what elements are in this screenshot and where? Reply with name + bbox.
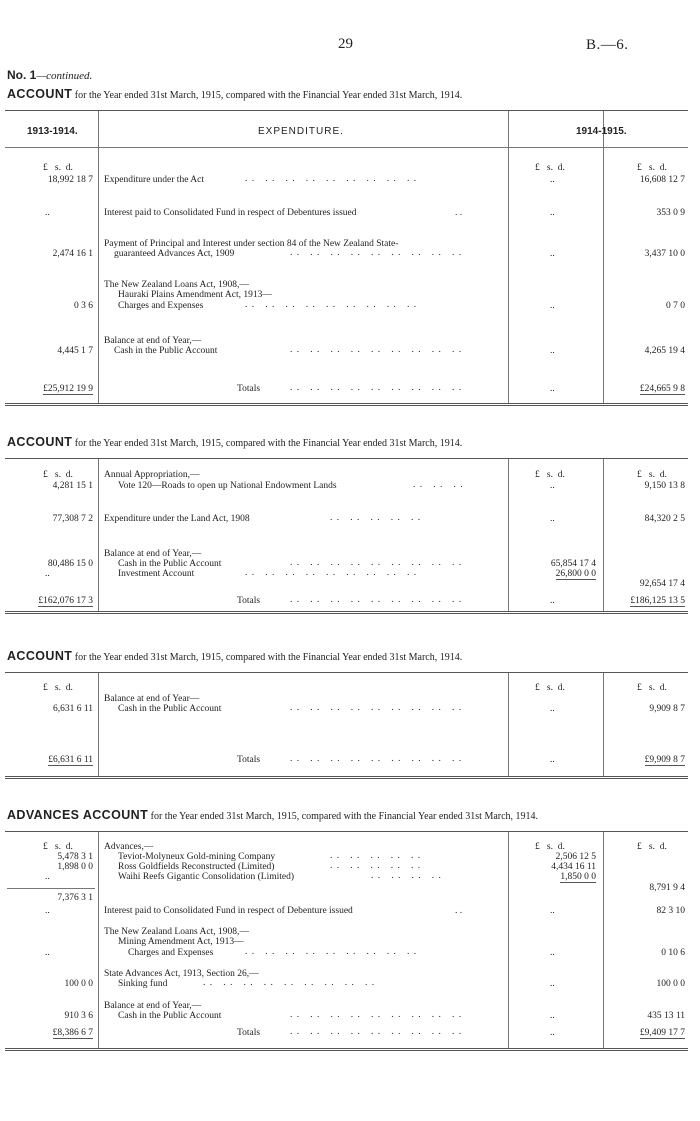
account1-row4-desc-line2: Hauraki Plains Amendment Act, 1913—	[118, 290, 272, 300]
account4-row3-desc-line2: Sinking fund	[118, 979, 168, 989]
currency-header: £ s. d.	[535, 470, 565, 480]
account2-row3-desc-line2: Cash in the Public Account	[118, 559, 222, 569]
account1-row1-cur: 16,608 12 7	[639, 175, 685, 185]
currency-header: £ s. d.	[43, 163, 73, 173]
account1-row2-prev: ..	[45, 208, 50, 218]
account1-row2-desc: Interest paid to Consolidated Fund in respect of Debentures issued	[104, 208, 357, 218]
account1-total-label: Totals	[237, 384, 261, 394]
account4-row2-desc-line1: The New Zealand Loans Act, 1908,—	[104, 927, 249, 937]
account4-total-label: Totals	[237, 1028, 261, 1038]
leader-dots: . . . . . . . . . . . . . . . . . .	[203, 978, 376, 988]
leader-dots: . . . . . . . . . . . . . . . . . .	[290, 754, 463, 764]
leader-dots: . . . . . . . .	[371, 871, 442, 881]
leader-dots: . . . . . . . . . . . . . . . . . .	[290, 248, 463, 258]
document-reference: B.—6.	[586, 37, 629, 53]
advance-3-prev: ..	[45, 872, 50, 882]
account1-header-1913: 1913-1914.	[27, 126, 78, 137]
advance-2-prev: 1,898 0 0	[57, 862, 93, 872]
account1-total-prev: £25,912 19 9	[43, 384, 93, 394]
account2-row3-mid: 65,854 17 4	[550, 559, 596, 569]
account4-table	[5, 831, 688, 1051]
leader-dots: . . . . . . . . . . . . . . . . . .	[245, 947, 418, 957]
account1-row2-mid: ..	[550, 208, 555, 218]
account1-row3-cur: 3,437 10 0	[644, 249, 685, 259]
account4-row2-mid: ..	[550, 948, 555, 958]
account2-total-mid: ..	[550, 596, 555, 606]
advance-3-name: Waihi Reefs Gigantic Consolidation (Limited)	[118, 872, 295, 882]
account2-title	[7, 435, 462, 449]
leader-dots: . . . . . . . . . . . . . . . . . .	[245, 300, 418, 310]
account1-title	[7, 87, 462, 101]
account4-total-prev: £8,386 6 7	[52, 1028, 93, 1038]
account4-row4-prev: 910 3 6	[64, 1011, 93, 1021]
leader-dots: . . . . . . . . . . . . . . . . . .	[290, 1027, 463, 1037]
account1-row4-mid: ..	[550, 301, 555, 311]
account4-row4-desc-line1: Balance at end of Year,—	[104, 1001, 202, 1011]
currency-header: £ s. d.	[43, 842, 73, 852]
account1-row3-desc-line1: Payment of Principal and Interest under section 84 of the New Zealand State-	[104, 239, 399, 249]
leader-dots: . . . . . . . . . .	[330, 513, 422, 523]
advance-2-name: Ross Goldfields Reconstructed (Limited)	[118, 862, 275, 872]
account4-row1-cur: 82 3 10	[656, 906, 685, 916]
account2-period: for the Year ended 31st March, 1915, compared with the Financial Year ended 31st March, 1914.	[74, 438, 463, 449]
account2-row1-desc-line2: Vote 120—Roads to open up National Endowment Lands	[118, 481, 337, 491]
account1-period: for the Year ended 31st March, 1915, compared with the Financial Year ended 31st March, 1914.	[74, 90, 463, 101]
currency-header: £ s. d.	[637, 683, 667, 693]
account2-row3-cur: 92,654 17 4	[639, 579, 685, 589]
currency-header: £ s. d.	[637, 842, 667, 852]
account4-row2-desc-line3: Charges and Expenses	[128, 948, 214, 958]
account4-row3-cur: 100 0 0	[656, 979, 685, 989]
leader-dots: . . . . . . . . . . . . . . . . . .	[245, 174, 418, 184]
account2-title-word: ACCOUNT	[7, 435, 73, 449]
account3-row1-cur: 9,909 8 7	[649, 704, 685, 714]
advance-1-mid: 2,506 12 5	[555, 852, 596, 862]
account2-row3-desc-line3: Investment Account	[118, 569, 195, 579]
account2-row2-cur: 84,320 2 5	[644, 514, 685, 524]
account2-total-label: Totals	[237, 596, 261, 606]
account1-table	[5, 110, 688, 406]
account2-row3-prev: 80,486 15 0	[47, 559, 93, 569]
account1-header-expenditure: EXPENDITURE.	[258, 126, 344, 137]
account3-table	[5, 672, 688, 779]
leader-dots: . . . . . .	[413, 480, 464, 490]
advance-2-mid: 4,434 16 11	[551, 862, 596, 872]
account3-total-label: Totals	[237, 755, 261, 765]
account4-row1-desc: Interest paid to Consolidated Fund in respect of Debenture issued	[104, 906, 353, 916]
account2-row1-desc-line1: Annual Appropriation,—	[104, 470, 200, 480]
account4-row3-prev: 100 0 0	[64, 979, 93, 989]
leader-dots: . . . . . . . . . .	[330, 851, 422, 861]
account1-title-word: ACCOUNT	[7, 87, 73, 101]
account4-advances-label: Advances,—	[104, 842, 154, 852]
account3-title-word: ACCOUNT	[7, 649, 73, 663]
account4-row3-mid: ..	[550, 979, 555, 989]
account4-row4-cur: 435 13 11	[647, 1011, 685, 1021]
account2-row2-desc: Expenditure under the Land Act, 1908	[104, 514, 250, 524]
currency-header: £ s. d.	[637, 163, 667, 173]
account1-row5-cur: 4,265 19 4	[644, 346, 685, 356]
advances-prev-total: 7,376 3 1	[57, 893, 93, 903]
leader-dots: . . . . . . . . . . . . . . . . . .	[290, 595, 463, 605]
account3-total-mid: ..	[550, 755, 555, 765]
account3-row1-prev: 6,631 6 11	[52, 704, 93, 714]
account2-total-cur: £186,125 13 5	[630, 596, 685, 606]
currency-header: £ s. d.	[535, 163, 565, 173]
account3-title	[7, 649, 462, 663]
continued-heading	[7, 68, 92, 82]
account4-row3-desc-line1: State Advances Act, 1913, Section 26,—	[104, 969, 259, 979]
account3-period: for the Year ended 31st March, 1915, compared with the Financial Year ended 31st March, 1914.	[74, 652, 463, 663]
page-number: 29	[338, 36, 353, 52]
account1-row4-desc-line1: The New Zealand Loans Act, 1908,—	[104, 280, 249, 290]
account2-row3-mid2: 26,800 0 0	[555, 569, 596, 579]
account2-row1-prev: 4,281 15 1	[52, 481, 93, 491]
account4-row1-mid: ..	[550, 906, 555, 916]
account4-row2-prev: ..	[45, 948, 50, 958]
account2-row3-desc-line1: Balance at end of Year,—	[104, 549, 202, 559]
account2-row1-cur: 9,150 13 8	[644, 481, 685, 491]
advance-1-prev: 5,478 3 1	[57, 852, 93, 862]
account2-row1-mid: ..	[550, 481, 555, 491]
account1-header-1914: 1914-1915.	[576, 126, 627, 137]
account4-row4-mid: ..	[550, 1011, 555, 1021]
account4-title-word: ADVANCES ACCOUNT	[7, 808, 149, 822]
account4-total-mid: ..	[550, 1028, 555, 1038]
account1-row1-prev: 18,992 18 7	[47, 175, 93, 185]
account1-row5-desc-line1: Balance at end of Year,—	[104, 336, 202, 346]
account1-row1-desc: Expenditure under the Act	[104, 175, 204, 185]
account1-row2-cur: 353 0 9	[656, 208, 685, 218]
currency-header: £ s. d.	[43, 683, 73, 693]
account2-row2-mid: ..	[550, 514, 555, 524]
account4-row2-desc-line2: Mining Amendment Act, 1913—	[118, 937, 244, 947]
account1-row1-mid: ..	[550, 175, 555, 185]
account3-total-prev: £6,631 6 11	[48, 755, 93, 765]
account3-row1-desc-line1: Balance at end of Year—	[104, 694, 200, 704]
currency-header: £ s. d.	[535, 842, 565, 852]
advance-1-name: Teviot-Molyneux Gold-mining Company	[118, 852, 276, 862]
account1-row5-mid: ..	[550, 346, 555, 356]
advances-cur-total: 8,791 9 4	[649, 883, 685, 893]
account2-row2-prev: 77,308 7 2	[52, 514, 93, 524]
account1-row5-desc-line2: Cash in the Public Account	[114, 346, 218, 356]
account3-total-cur: £9,909 8 7	[644, 755, 685, 765]
account1-total-mid: ..	[550, 384, 555, 394]
account4-row1-prev: ..	[45, 906, 50, 916]
account1-row5-prev: 4,445 1 7	[57, 346, 93, 356]
account1-row4-prev: 0 3 6	[74, 301, 93, 311]
advance-3-mid: 1,850 0 0	[560, 872, 596, 882]
currency-header: £ s. d.	[637, 470, 667, 480]
account1-row2-dash: . .	[455, 208, 463, 218]
account4-row1-dash: . .	[455, 906, 463, 916]
account1-row3-mid: ..	[550, 249, 555, 259]
account1-row4-desc-line3: Charges and Expenses	[118, 301, 204, 311]
leader-dots: . . . . . . . . . .	[330, 861, 422, 871]
account4-period: for the Year ended 31st March, 1915, compared with the Financial Year ended 31st March, 1914.	[150, 811, 539, 822]
account4-title	[7, 808, 538, 822]
currency-header: £ s. d.	[43, 470, 73, 480]
account4-row4-desc-line2: Cash in the Public Account	[118, 1011, 222, 1021]
account2-total-prev: £162,076 17 3	[38, 596, 93, 606]
account2-row3-prev2: ..	[45, 569, 50, 579]
account1-row4-cur: 0 7 0	[666, 301, 685, 311]
leader-dots: . . . . . . . . . . . . . . . . . .	[290, 703, 463, 713]
continued-label: No. 1	[7, 68, 37, 82]
account3-row1-desc-line2: Cash in the Public Account	[118, 704, 222, 714]
leader-dots: . . . . . . . . . . . . . . . . . .	[245, 568, 418, 578]
account1-total-cur: £24,665 9 8	[639, 384, 685, 394]
currency-header: £ s. d.	[535, 683, 565, 693]
leader-dots: . . . . . . . . . . . . . . . . . .	[290, 1010, 463, 1020]
account4-total-cur: £9,409 17 7	[639, 1028, 685, 1038]
account1-row3-prev: 2,474 16 1	[52, 249, 93, 259]
account1-row3-desc-line2: guaranteed Advances Act, 1909	[114, 249, 235, 259]
account3-row1-mid: ..	[550, 704, 555, 714]
leader-dots: . . . . . . . . . . . . . . . . . .	[290, 345, 463, 355]
account2-table	[5, 458, 688, 614]
leader-dots: . . . . . . . . . . . . . . . . . .	[290, 558, 463, 568]
account4-row2-cur: 0 10 6	[661, 948, 685, 958]
leader-dots: . . . . . . . . . . . . . . . . . .	[290, 383, 463, 393]
continued-suffix: —continued.	[36, 70, 93, 82]
